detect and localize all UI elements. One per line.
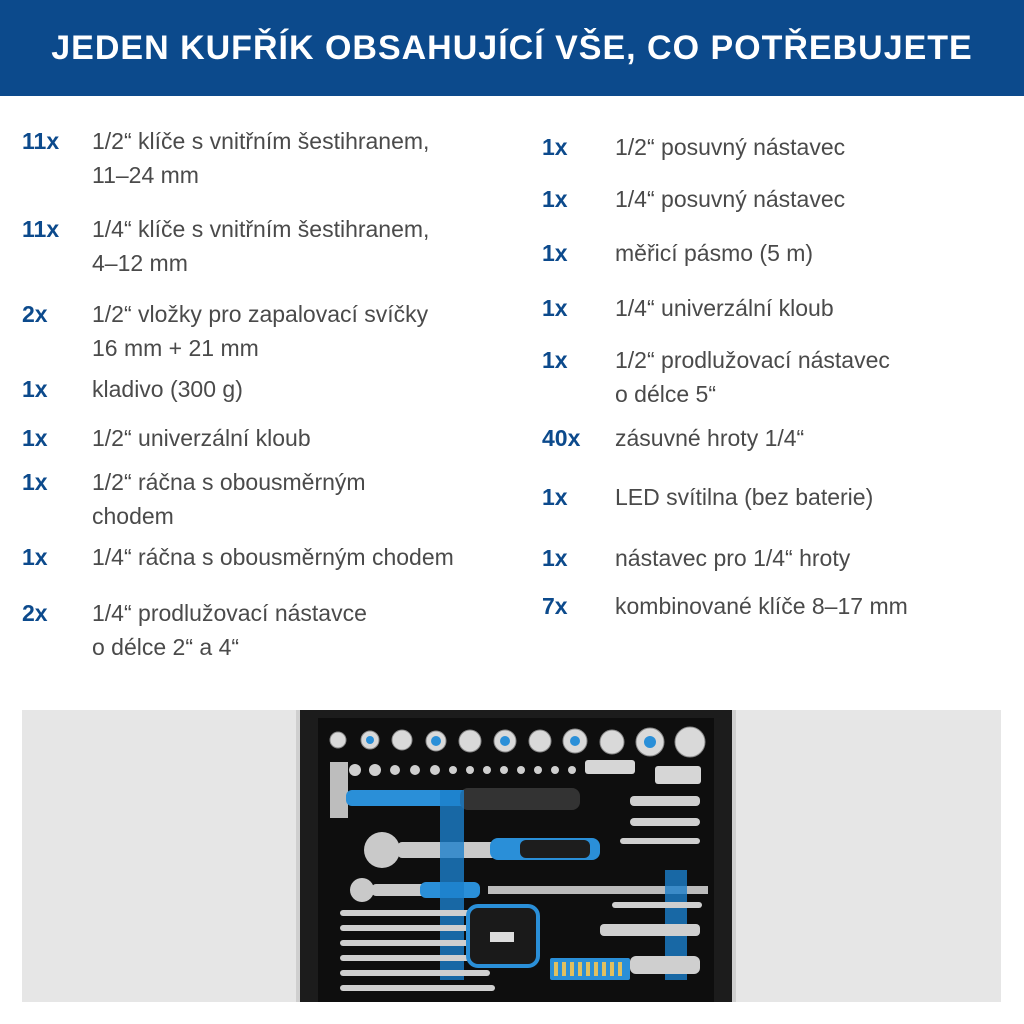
product-photo <box>22 710 1001 1002</box>
item-quantity: 1x <box>22 376 48 402</box>
item-description: kombinované klíče 8–17 mm <box>615 593 908 619</box>
item-quantity: 1x <box>22 425 48 451</box>
item-quantity: 1x <box>542 295 568 321</box>
item-description: 1/2“ vložky pro zapalovací svíčky 16 mm + 21 mm <box>92 301 429 361</box>
item-quantity: 11x <box>22 128 60 154</box>
item-description: 1/4“ ráčna s obousměrným chodem <box>92 544 454 570</box>
item-description: 1/4“ prodlužovací nástavce o délce 2“ a 4“ <box>92 600 367 660</box>
item-quantity: 7x <box>542 593 568 619</box>
item-quantity: 2x <box>22 301 48 327</box>
item-quantity: 1x <box>542 186 568 212</box>
item-quantity: 40x <box>542 425 581 451</box>
item-description: LED svítilna (bez baterie) <box>615 484 874 510</box>
item-quantity: 1x <box>542 545 568 571</box>
item-description: kladivo (300 g) <box>92 376 243 402</box>
item-quantity: 2x <box>22 600 48 626</box>
item-quantity: 1x <box>542 134 568 160</box>
item-quantity: 1x <box>22 469 48 495</box>
item-description: měřicí pásmo (5 m) <box>615 240 814 266</box>
item-description: zásuvné hroty 1/4“ <box>615 425 805 451</box>
item-description: 1/4“ klíče s vnitřním šestihranem, 4–12 mm <box>92 216 430 276</box>
item-quantity: 11x <box>22 216 60 242</box>
toolcase-illustration <box>300 710 732 1002</box>
item-quantity: 1x <box>542 347 568 373</box>
item-quantity: 1x <box>22 544 48 570</box>
item-description: 1/4“ posuvný nástavec <box>615 186 846 212</box>
item-description: 1/2“ prodlužovací nástavec o délce 5“ <box>615 347 890 407</box>
page-title: JEDEN KUFŘÍK OBSAHUJÍCÍ VŠE, CO POTŘEBUJETE <box>51 28 973 67</box>
toolcase-icon <box>296 710 736 1002</box>
item-description: nástavec pro 1/4“ hroty <box>615 545 851 571</box>
item-description: 1/2“ posuvný nástavec <box>615 134 846 160</box>
item-description: 1/2“ univerzální kloub <box>92 425 311 451</box>
item-quantity: 1x <box>542 240 568 266</box>
item-description: 1/4“ univerzální kloub <box>615 295 834 321</box>
item-description: 1/2“ klíče s vnitřním šestihranem, 11–24 mm <box>92 128 430 188</box>
item-description: 1/2“ ráčna s obousměrným chodem <box>92 469 366 529</box>
header-banner <box>0 0 1024 96</box>
item-quantity: 1x <box>542 484 568 510</box>
